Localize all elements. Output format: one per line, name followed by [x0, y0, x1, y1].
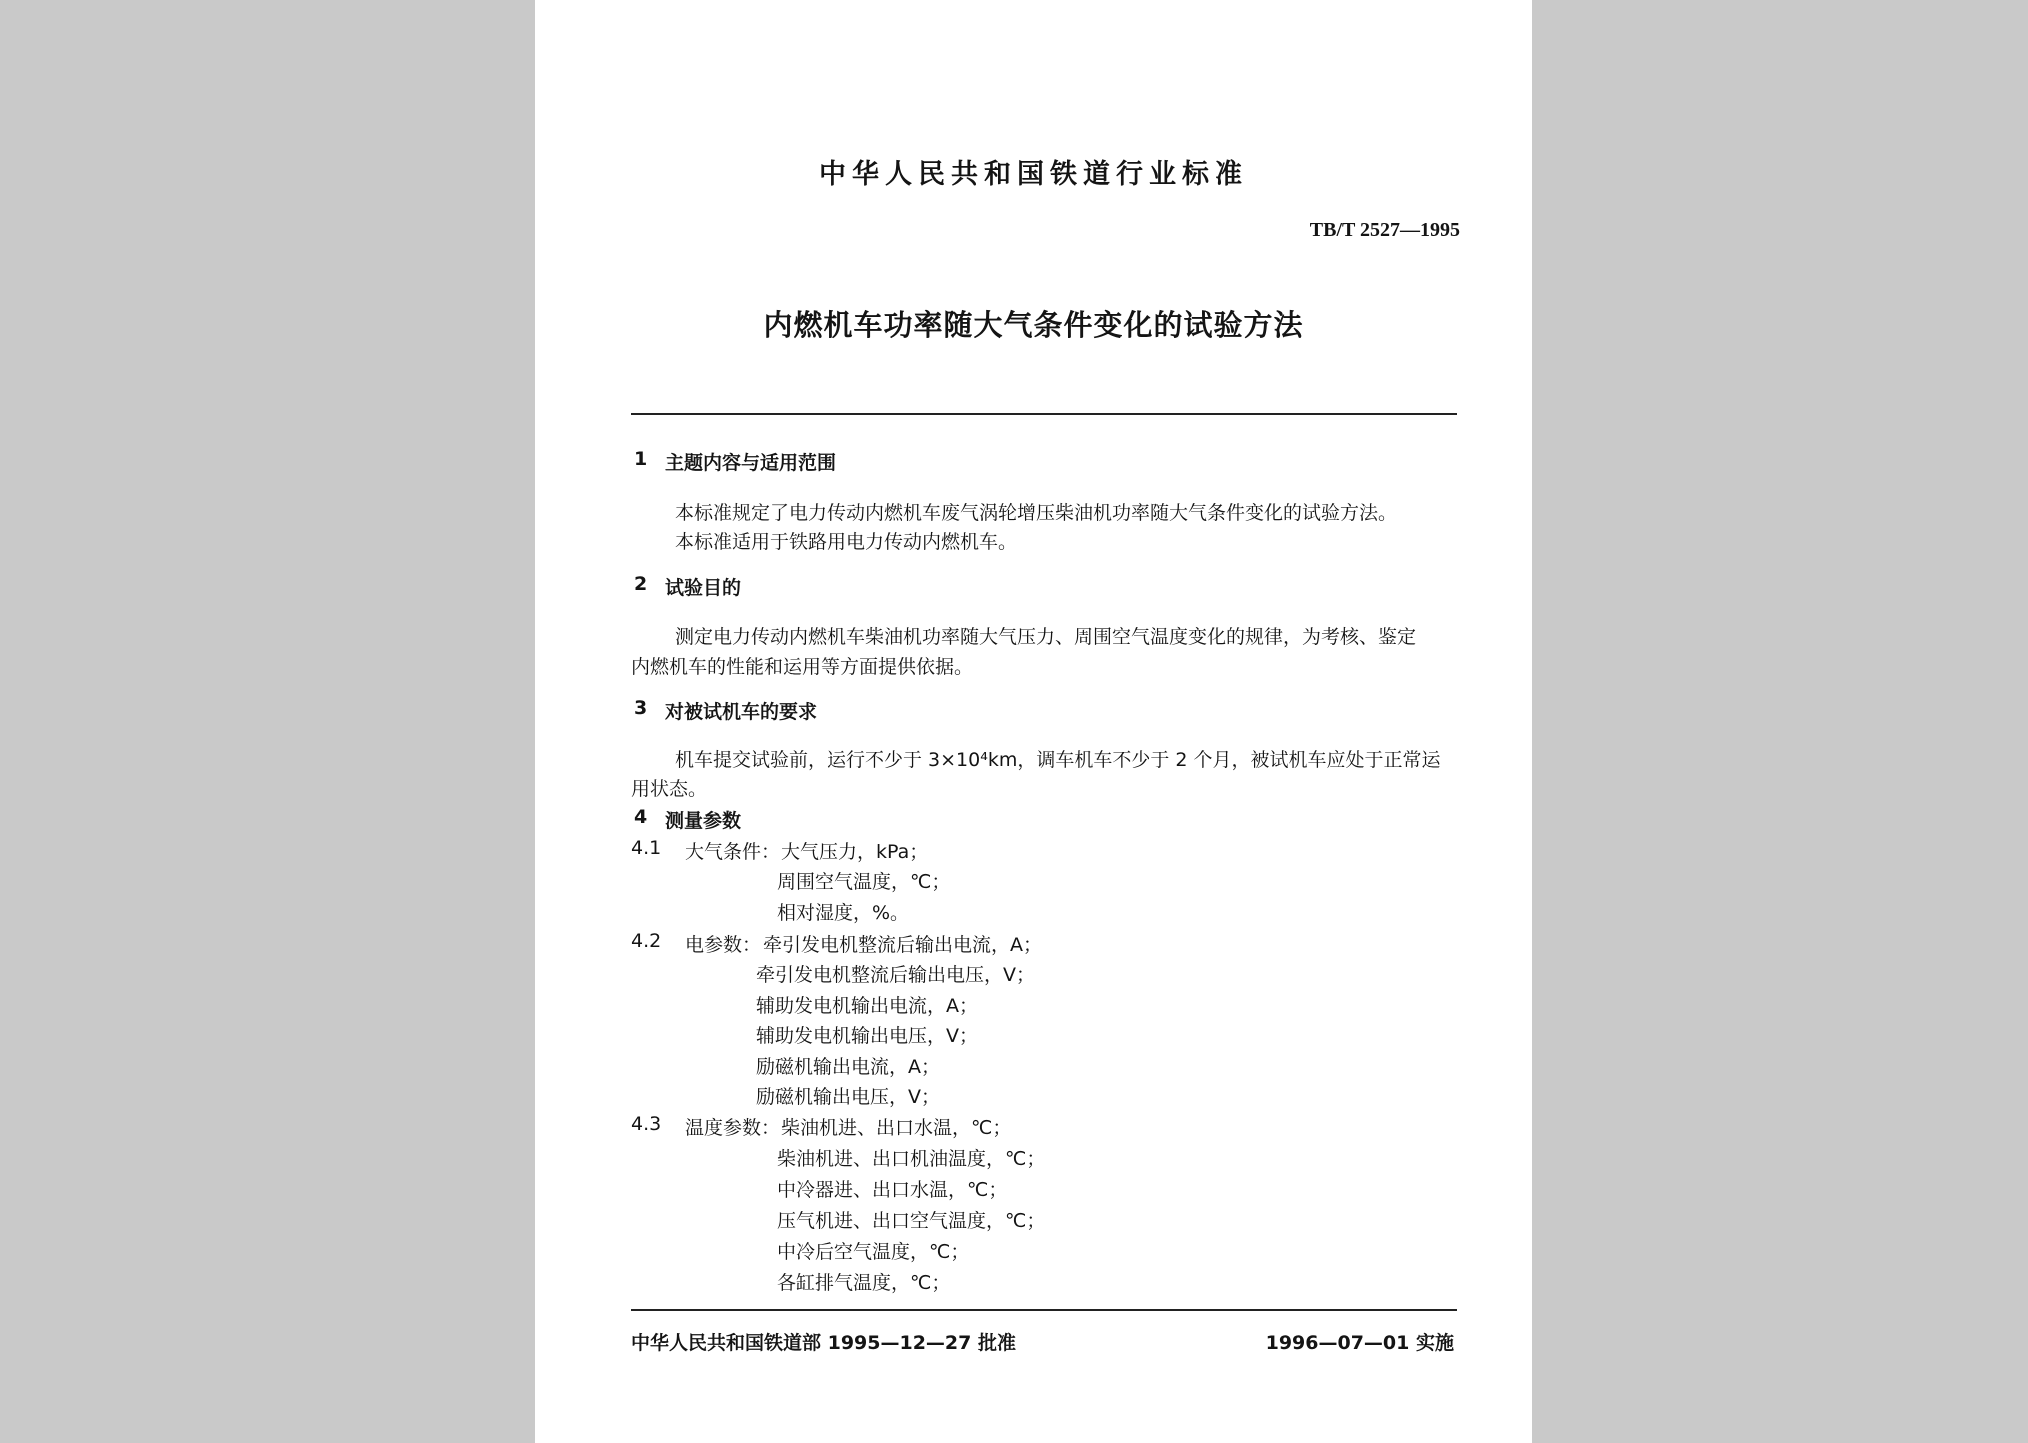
param-intercooler-water-temp: 中冷器进、出口水温，℃； [777, 1179, 1008, 1201]
section-1-para-1: 本标准规定了电力传动内燃机车废气涡轮增压柴油机功率随大气条件变化的试验方法。 [675, 502, 1398, 524]
param-traction-gen-current: 牵引发电机整流后输出电流，A； [763, 934, 1042, 956]
param-compressor-air-temp: 压气机进、出口空气温度，℃； [777, 1210, 1046, 1232]
section-4-1-label: 大气条件： [685, 841, 781, 863]
section-4-3-number: 4.3 [631, 1113, 662, 1135]
section-1-title: 主题内容与适用范围 [665, 452, 837, 474]
bottom-rule [631, 1309, 1457, 1311]
section-2-title: 试验目的 [665, 577, 742, 599]
section-2-para-2: 内燃机车的性能和运用等方面提供依据。 [631, 656, 974, 678]
param-atm-pressure: 大气压力，kPa； [781, 841, 929, 863]
param-post-intercooler-temp: 中冷后空气温度，℃； [777, 1241, 970, 1263]
section-3-number: 3 [634, 697, 648, 719]
document-title: 内燃机车功率随大气条件变化的试验方法 [763, 308, 1304, 342]
param-ambient-temp: 周围空气温度，℃； [777, 871, 951, 893]
param-aux-gen-current: 辅助发电机输出电流，A； [756, 995, 978, 1017]
section-3-para-1: 机车提交试验前，运行不少于 3×10⁴km，调车机车不少于 2 个月，被试机车应处于正常运 [675, 749, 1441, 771]
issuer-heading: 中华人民共和国铁道行业标准 [819, 159, 1248, 190]
param-exhaust-temp: 各缸排气温度，℃； [777, 1272, 951, 1294]
approval-line: 中华人民共和国铁道部 1995—12—27 批准 [631, 1332, 1016, 1354]
section-4-3-label: 温度参数： [685, 1117, 781, 1139]
section-2-number: 2 [634, 573, 648, 595]
section-4-number: 4 [634, 806, 648, 828]
param-aux-gen-voltage: 辅助发电机输出电压，V； [756, 1025, 978, 1047]
section-3-title: 对被试机车的要求 [665, 701, 818, 723]
param-engine-water-temp: 柴油机进、出口水温，℃； [781, 1117, 1012, 1139]
param-traction-gen-voltage: 牵引发电机整流后输出电压，V； [756, 964, 1035, 986]
document-page [535, 0, 1532, 1443]
section-3-para-2: 用状态。 [631, 778, 708, 800]
section-4-1-number: 4.1 [631, 837, 662, 859]
section-4-title: 测量参数 [665, 810, 742, 832]
section-2-para-1: 测定电力传动内燃机车柴油机功率随大气压力、周围空气温度变化的规律，为考核、鉴定 [675, 626, 1417, 648]
standard-number: TB/T 2527—1995 [1309, 219, 1460, 241]
section-4-2-number: 4.2 [631, 930, 662, 952]
param-exciter-voltage: 励磁机输出电压，V； [756, 1086, 940, 1108]
section-1-number: 1 [634, 448, 648, 470]
param-relative-humidity: 相对湿度，%。 [777, 902, 910, 924]
param-engine-oil-temp: 柴油机进、出口机油温度，℃； [777, 1148, 1046, 1170]
top-rule [631, 413, 1457, 415]
section-4-2-label: 电参数： [685, 934, 762, 956]
section-1-para-2: 本标准适用于铁路用电力传动内燃机车。 [675, 531, 1018, 553]
param-exciter-current: 励磁机输出电流，A； [756, 1056, 940, 1078]
implementation-date: 1996—07—01 实施 [1265, 1332, 1454, 1354]
